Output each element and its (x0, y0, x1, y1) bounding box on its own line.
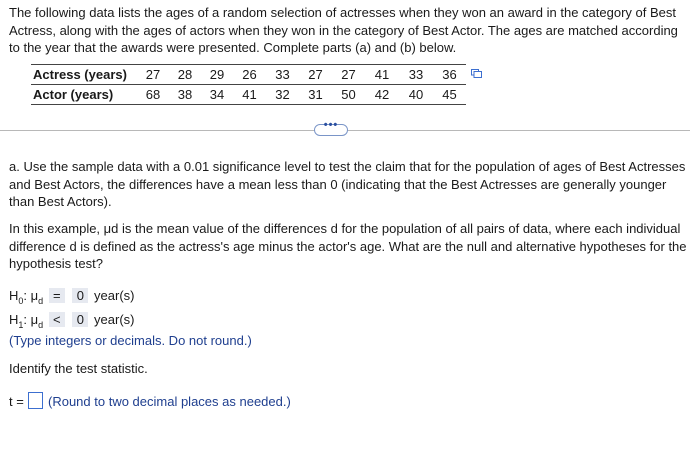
problem-intro: The following data lists the ages of a random selection of actresses when they won an award in the category of Best Actress, along with the ages of actors when they won in the category of Best Actor. The ages are matched according to the year that the awards were presented. Complete parts (a) and (b) below. (9, 5, 678, 55)
t-label: t = (9, 394, 24, 409)
table-cell: 26 (233, 65, 266, 85)
h0-value-field[interactable]: 0 (72, 288, 88, 303)
table-cell: 27 (137, 65, 169, 85)
t-statistic-input[interactable] (28, 392, 43, 409)
show-more-button[interactable] (314, 119, 348, 136)
table-cell: 28 (169, 65, 201, 85)
copy-table-icon[interactable] (471, 69, 482, 78)
table-cell: 32 (266, 85, 299, 105)
table-row-actor (31, 85, 466, 105)
h0-operator-select[interactable]: = (49, 288, 65, 303)
table-cell: 34 (201, 85, 233, 105)
more-dots: ••• (323, 119, 339, 131)
table-cell: 41 (233, 85, 266, 105)
h1-value-field[interactable]: 0 (72, 312, 88, 327)
identify-prompt: Identify the test statistic. (9, 361, 148, 376)
table-cell: 40 (399, 85, 433, 105)
table-cell: 45 (433, 85, 466, 105)
row-label: Actress (years) (31, 65, 137, 85)
table-cell: 50 (332, 85, 365, 105)
table-row-actress (31, 65, 466, 85)
explanation-text: In this example, μd is the mean value of the differences d for the population of all pairs of data, where each individual difference d is defined as the actress's age minus the actor's age. What are the null and alternative hypotheses for the hypothesis test? (9, 221, 687, 271)
alternative-hypothesis: $H_1$: $\mu_d < 0$ year(s) (9, 312, 135, 330)
round-note: (Round to two decimal places as needed.) (48, 394, 291, 409)
h1-operator-select[interactable]: < (49, 312, 65, 327)
table-cell: 68 (137, 85, 169, 105)
table-cell: 41 (365, 65, 399, 85)
table-cell: 27 (299, 65, 332, 85)
table-cell: 33 (399, 65, 433, 85)
table-cell: 38 (169, 85, 201, 105)
row-label: Actor (years) (31, 85, 137, 105)
table-cell: 27 (332, 65, 365, 85)
table-cell: 33 (266, 65, 299, 85)
data-table (31, 64, 466, 105)
part-a-text: a. Use the sample data with a 0.01 significance level to test the claim that for the population of ages of Best Actresses and Best Actors, the differences have a mean less than 0 (indicating that the Best Actresses are generally younger than Best Actors). (9, 159, 686, 209)
type-note: (Type integers or decimals. Do not round.) (9, 333, 252, 348)
table-cell: 29 (201, 65, 233, 85)
table-cell: 36 (433, 65, 466, 85)
null-hypothesis: $H_0$: $\mu_d = 0$ year(s) (9, 288, 135, 306)
table-cell: 42 (365, 85, 399, 105)
table-cell: 31 (299, 85, 332, 105)
